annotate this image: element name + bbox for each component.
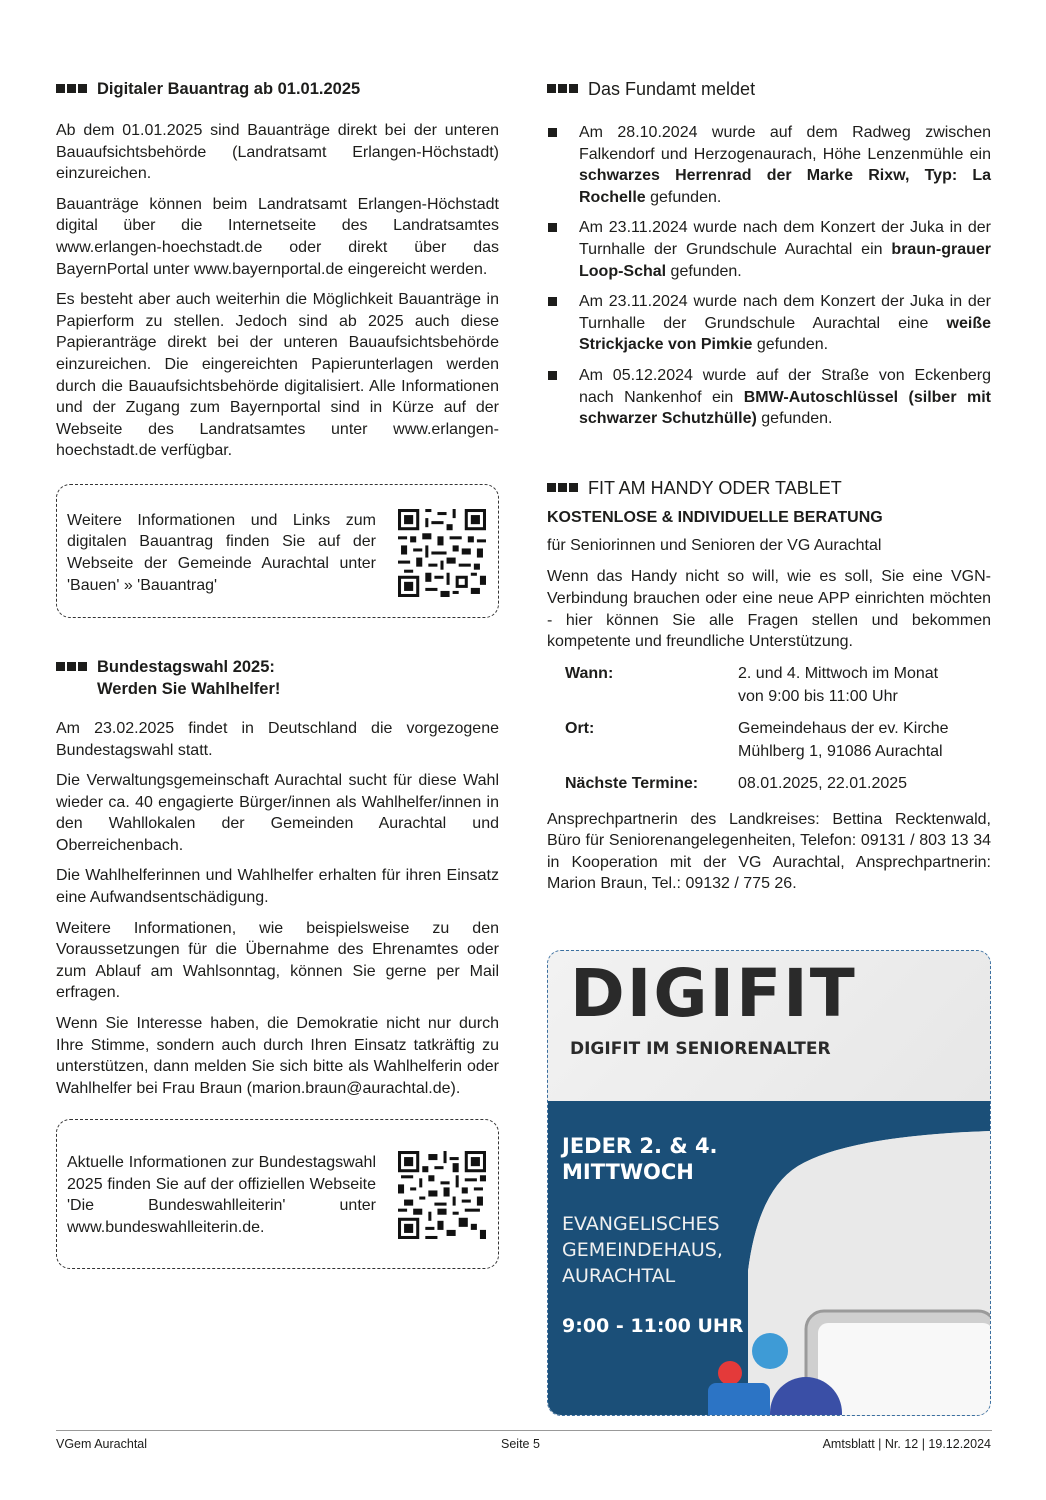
right-column xyxy=(547,78,991,904)
table-row: Ort: Gemeindehaus der ev. Kirche Mühlberg 1, 91086 Aurachtal xyxy=(565,719,949,760)
qr-code-icon[interactable] xyxy=(398,509,486,597)
paragraph: Bauanträge können beim Landratsamt Erlangen-Höchstadt digital über die Internetseite des Landratsamtes www.erlangen-hoechstadt.de oder direkt über das BayernPortal unter www.bayernportal.de eingereicht werden. xyxy=(56,195,499,278)
poster-line1: JEDER 2. & 4. xyxy=(562,1134,718,1158)
section-title-fundamt: Das Fundamt meldet xyxy=(547,78,991,100)
footer-left: VGem Aurachtal xyxy=(56,1437,148,1451)
section-marker-icon xyxy=(56,78,87,100)
paragraph: Weitere Informationen, wie beispielsweise zu den Voraussetzungen für die Übernahme des Ehrenamtes oder zum Ablauf am Wahlsonntag, können Sie gerne per Mail erfragen. xyxy=(56,919,499,1002)
fundamt-list xyxy=(547,122,991,430)
digifit-poster xyxy=(547,950,991,1416)
list-item: Am 23.11.2024 wurde nach dem Konzert der Juka in der Turnhalle der Grundschule Aurachtal ein braun-grauer Loop-Schal gefunden. xyxy=(547,217,991,282)
wifi-icon xyxy=(718,1361,742,1385)
info-box-bundestagswahl xyxy=(56,1119,499,1269)
poster-tagline: DIGIFIT IM SENIORENALTER xyxy=(570,1039,831,1059)
bullet-icon xyxy=(548,128,557,137)
info-box-text: Weitere Informationen und Links zum digitalen Bauantrag finden Sie auf der Webseite der Gemeinde Aurachtal unter 'Bauen' » 'Bauantrag' xyxy=(67,511,376,594)
fit-audience: für Seniorinnen und Senioren der VG Aurachtal xyxy=(547,536,882,554)
poster-place1: EVANGELISCHES xyxy=(562,1213,720,1235)
fit-intro: Wenn das Handy nicht so will, wie es soll, Sie eine VGN-Verbindung brauchen oder eine neue APP einrichten möchten - hier können Sie alle Fragen stellen und bekommen kompetente und freundliche Unterstützung. xyxy=(547,568,991,651)
footer-right: Amtsblatt | Nr. 12 | 19.12.2024 xyxy=(822,1437,991,1451)
section-title-fit: FIT AM HANDY ODER TABLET xyxy=(547,477,991,499)
chat-bubble-icon xyxy=(752,1333,788,1369)
info-box-bauantrag xyxy=(56,484,499,618)
fit-schedule-table xyxy=(565,662,991,795)
list-item: Am 28.10.2024 wurde auf dem Radweg zwischen Falkendorf und Herzogenaurach, Höhe Lenzenmühle ein schwarzes Herrenrad der Marke Rixw, Typ: La Rochelle gefunden. xyxy=(547,122,991,208)
bullet-icon xyxy=(548,297,557,306)
poster-place3: AURACHTAL xyxy=(562,1265,676,1287)
mail-icon xyxy=(708,1383,770,1415)
bullet-icon xyxy=(548,371,557,380)
qr-code-icon[interactable] xyxy=(398,1151,486,1239)
poster-line2: MITTWOCH xyxy=(562,1160,694,1184)
fit-subtitle: KOSTENLOSE & INDIVIDUELLE BERATUNG xyxy=(547,508,883,526)
table-row: Nächste Termine: 08.01.2025, 22.01.2025 xyxy=(565,774,908,792)
paragraph: Es besteht aber auch weiterhin die Möglichkeit Bauanträge in Papierform zu stellen. Jedoch sind ab 2025 auch diese Papieranträge direkt bei der unteren Bauaufsichtsbehörde einzureichen. Die eingereichten Papierunterlagen werden durch die Bauaufsichtsbehörde digitalisiert. Alle Informationen und der Zugang zum Bayernportal sind in Kürze auf der Webseite des Landratsamtes unter www.erlangen-hoechstadt.de verfügbar. xyxy=(56,291,499,460)
section-title-wahlhelfer: Bundestagswahl 2025: Werden Sie Wahlhelfer! xyxy=(56,656,499,700)
list-item: Am 05.12.2024 wurde auf der Straße von Eckenberg nach Nankenhof ein BMW-Autoschlüssel (silber mit schwarzer Schutzhülle) gefunden. xyxy=(547,365,991,430)
section-marker-icon xyxy=(547,78,578,100)
poster-logo: DIGIFIT xyxy=(570,955,857,1032)
bullet-icon xyxy=(548,223,557,232)
section-marker-icon xyxy=(56,656,87,700)
poster-place2: GEMEINDEHAUS, xyxy=(562,1239,723,1261)
list-item: Am 23.11.2024 wurde nach dem Konzert der Juka in der Turnhalle der Grundschule Aurachtal eine weiße Strickjacke von Pimkie gefunden. xyxy=(547,291,991,356)
poster-time: 9:00 - 11:00 UHR xyxy=(562,1315,744,1337)
paragraph: Die Wahlhelferinnen und Wahlhelfer erhalten für ihren Einsatz eine Aufwandsentschädigung. xyxy=(56,867,499,907)
paragraph: Ab dem 01.01.2025 sind Bauanträge direkt bei der unteren Bauaufsichtsbehörde (Landratsamt Erlangen-Höchstadt) einzureichen. xyxy=(56,122,499,183)
info-box-text: Aktuelle Informationen zur Bundestagswahl 2025 finden Sie auf der offiziellen Webseite 'Die Bundeswahlleiterin' unter www.bundeswahlleiterin.de. xyxy=(67,1154,376,1236)
section-title-bauantrag: Digitaler Bauantrag ab 01.01.2025 xyxy=(56,78,499,100)
footer-divider xyxy=(56,1430,992,1431)
fit-contact: Ansprechpartnerin des Landkreises: Bettina Recktenwald, Büro für Seniorenangelegenheiten, Telefon: 09131 / 803 13 34 in Kooperation mit der VG Aurachtal, Ansprechpartnerin: Marion Braun, Tel.: 09132 / 775 26. xyxy=(547,810,991,893)
paragraph: Am 23.02.2025 findet in Deutschland die vorgezogene Bundestagswahl statt. xyxy=(56,719,499,759)
table-row: Wann: 2. und 4. Mittwoch im Monat von 9:00 bis 11:00 Uhr xyxy=(565,664,939,705)
section-marker-icon xyxy=(547,477,578,499)
paragraph: Wenn Sie Interesse haben, die Demokratie nicht nur durch Ihre Stimme, sondern auch durch Ihren Einsatz tatkräftig zu unterstützen, dann melden Sie sich bitte als Wahlhelferin oder Wahlhelfer bei Frau Braun (marion.braun@aurachtal.de). xyxy=(56,1015,499,1097)
paragraph: Die Verwaltungsgemeinschaft Aurachtal sucht für diese Wahl wieder ca. 40 engagierte Bürger/innen als Wahlhelfer/innen in den Wahllokalen der Gemeinden Aurachtal und Oberreichenbach. xyxy=(56,772,499,854)
left-column xyxy=(56,78,499,1269)
page-number: Seite 5 xyxy=(501,1437,540,1451)
